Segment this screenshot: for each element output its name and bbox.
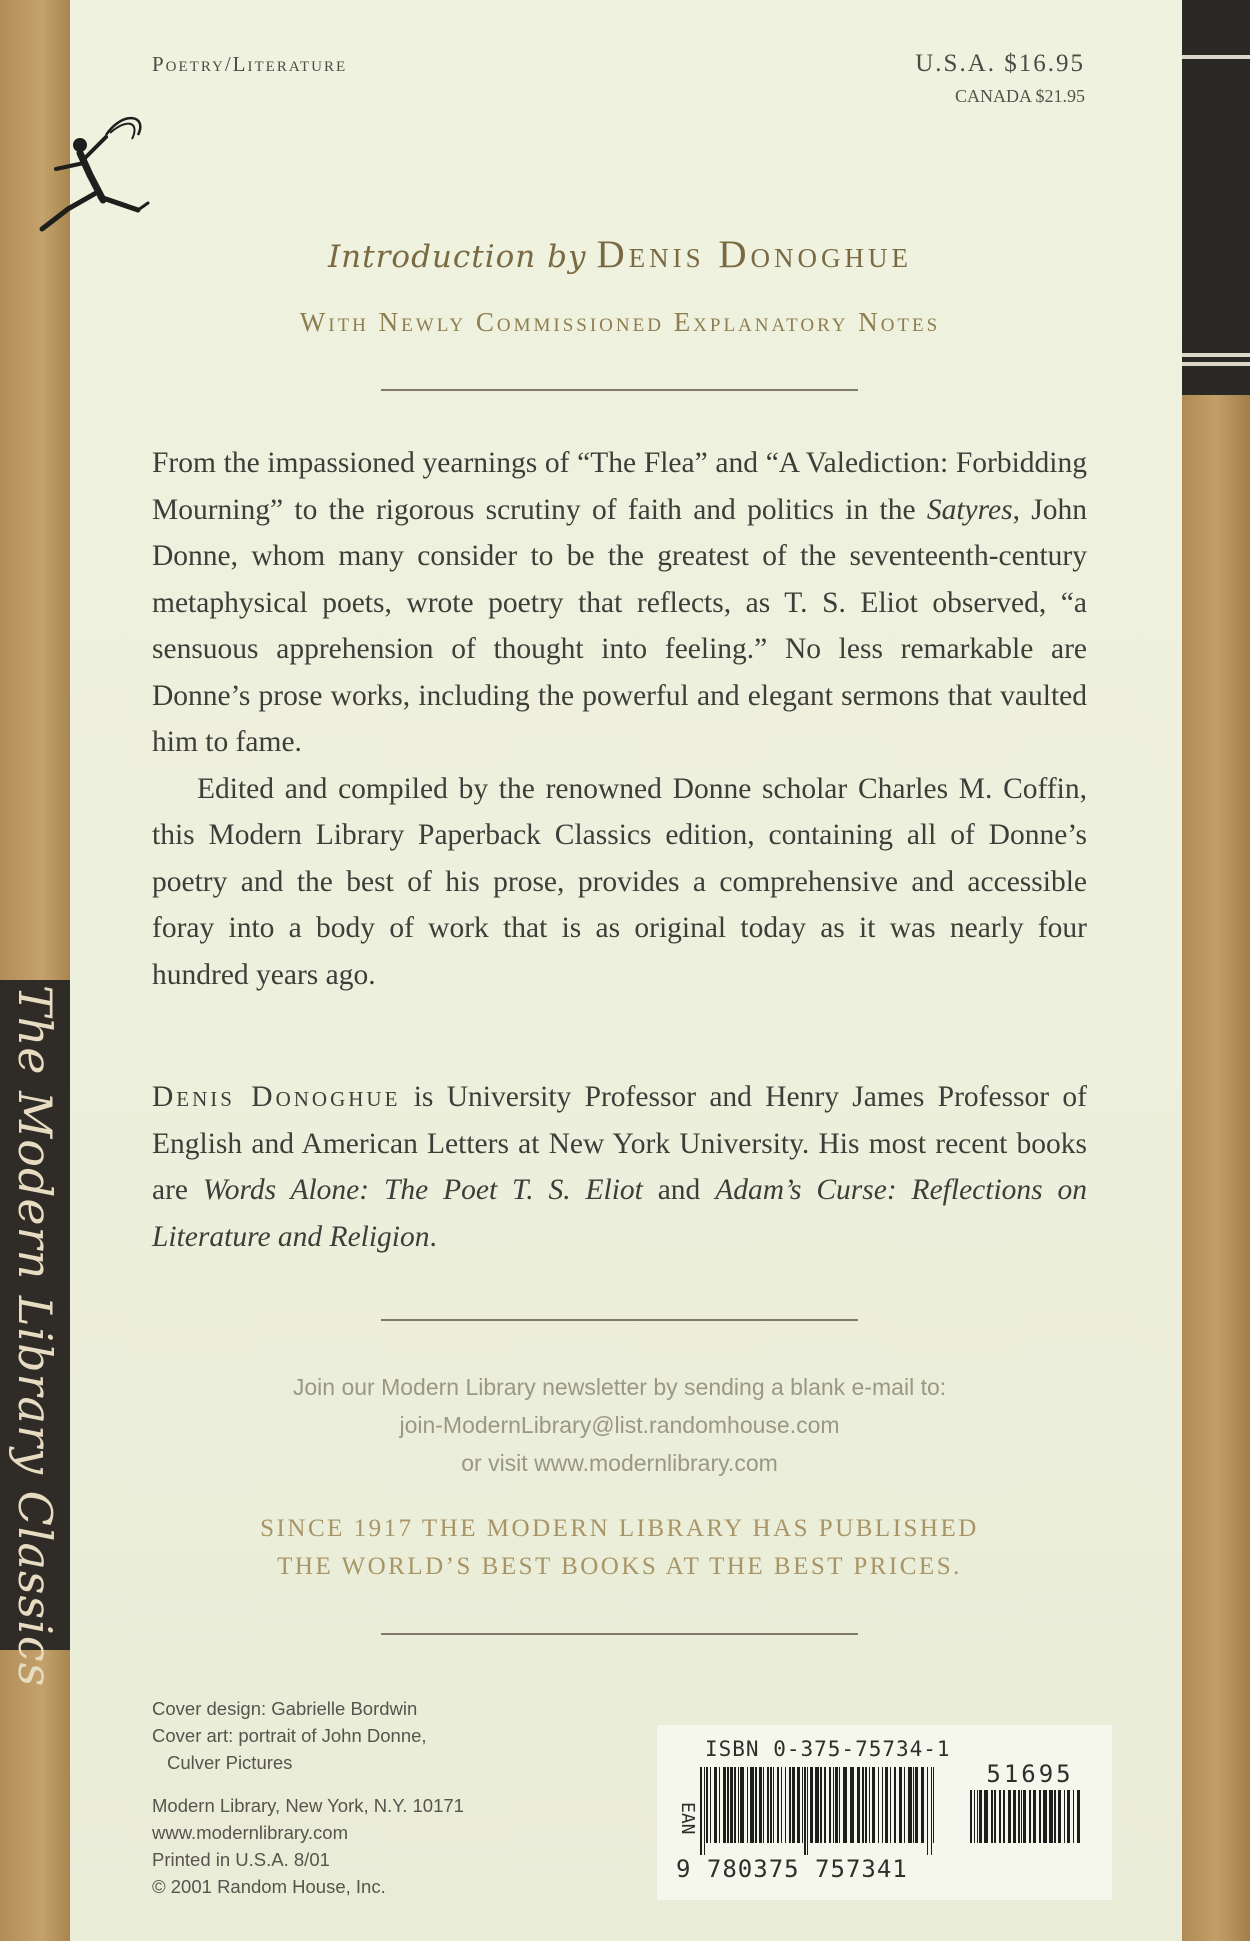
barcode-bar — [727, 1767, 729, 1843]
series-title: The Modern Library Classics — [8, 985, 62, 1688]
description-paragraph-2: Edited and compiled by the renowned Donne scholar Charles M. Coffin, this Modern Library Paperback Classics edition, containing all of Donne’s poetry and the best of his prose, provides a comprehensive and accessible foray into a body of work that is as original today as it was nearly four hundred years ago. — [152, 772, 1087, 991]
torchbearer-logo-icon — [28, 105, 153, 260]
cover-art-credit: Cover art: portrait of John Donne, — [152, 1725, 427, 1746]
isbn: ISBN 0-375-75734-1 — [705, 1737, 951, 1761]
barcode-bar — [1033, 1790, 1036, 1843]
price-code: 51695 — [986, 1760, 1074, 1788]
barcode-bar — [857, 1767, 860, 1843]
barcode-bar — [931, 1767, 932, 1855]
barcode-bar — [1064, 1790, 1065, 1843]
barcode-bar — [767, 1767, 769, 1843]
introduction-credit — [190, 232, 1050, 277]
barcode-bar — [723, 1767, 726, 1843]
barcode-bar — [862, 1767, 864, 1843]
author-bio: Denis Donoghue is University Professor and Henry James Professor of English and American Letters at New York University. His most recent books are Words Alone: The Poet T. S. Eliot and Adam’s Curse: Reflections on Literature and Religion. — [152, 1081, 1087, 1253]
right-spine-stripe — [1182, 353, 1250, 357]
right-spine-stripe — [1182, 362, 1250, 366]
barcode-bar — [738, 1767, 739, 1843]
barcode-bar — [1043, 1790, 1047, 1843]
barcode-bar — [1054, 1790, 1056, 1843]
barcode-bar — [979, 1790, 982, 1843]
bio-book-2: Adam’s Curse: Reflections on Literature and Religion — [152, 1174, 1087, 1253]
barcode-bar — [789, 1767, 791, 1843]
barcode-bar — [770, 1767, 772, 1843]
barcode-bar — [970, 1790, 972, 1843]
right-spine-stripe — [1182, 55, 1250, 59]
barcode-bar — [829, 1767, 831, 1843]
barcode-bar — [1029, 1790, 1031, 1843]
barcode-bar — [890, 1767, 891, 1843]
credits — [152, 1695, 464, 1900]
main-barcode — [698, 1767, 938, 1855]
barcode-bar — [839, 1767, 840, 1843]
barcode-bar — [977, 1790, 978, 1843]
barcode-bar — [777, 1767, 779, 1843]
barcode-bar — [843, 1767, 847, 1843]
publisher-address: Modern Library, New York, N.Y. 10171 — [152, 1795, 464, 1816]
price-us: U.S.A. $16.95 — [915, 50, 1085, 77]
barcode-bar — [865, 1767, 867, 1843]
barcode-bar — [885, 1767, 888, 1843]
introduction-author: Denis Donoghue — [596, 233, 913, 276]
barcode-bar — [991, 1790, 993, 1843]
bio-book-1: Words Alone: The Poet T. S. Eliot — [202, 1174, 643, 1206]
barcode-bar — [750, 1767, 754, 1843]
barcode-bar — [974, 1790, 975, 1843]
barcode-bar — [815, 1767, 819, 1843]
barcode-bar — [1013, 1790, 1016, 1843]
barcode-bar — [785, 1767, 786, 1843]
printed-info: Printed in U.S.A. 8/01 — [152, 1849, 330, 1870]
barcode-bar — [833, 1767, 834, 1843]
barcode-bar — [1008, 1790, 1011, 1843]
newsletter-website: or visit www.modernlibrary.com — [461, 1450, 778, 1476]
explanatory-notes-line: With Newly Commissioned Explanatory Notes — [299, 307, 941, 337]
bio-name: Denis Donoghue — [152, 1081, 401, 1113]
newsletter-line-1: Join our Modern Library newsletter by sending a blank e-mail to: — [292, 1374, 947, 1400]
publisher-website: www.modernlibrary.com — [152, 1822, 349, 1843]
description — [152, 440, 1087, 998]
barcode-bar — [730, 1767, 733, 1843]
barcode-bar — [904, 1767, 905, 1843]
barcode-bar — [850, 1767, 854, 1843]
barcode-bar — [915, 1767, 918, 1843]
barcode-bar — [1058, 1790, 1061, 1843]
barcode-bar — [820, 1767, 822, 1843]
barcode-bar — [913, 1767, 914, 1843]
barcode-bar — [802, 1767, 803, 1843]
barcode-bar — [797, 1767, 800, 1843]
divider — [381, 389, 858, 391]
barcode-bar — [869, 1767, 870, 1843]
barcode-bar — [747, 1767, 748, 1843]
barcode-bar — [933, 1767, 934, 1843]
barcode-bar — [1049, 1790, 1053, 1843]
slogan: SINCE 1917 THE MODERN LIBRARY HAS PUBLISHED THE WORLD’S BEST BOOKS AT THE BEST PRICES. — [260, 1515, 979, 1580]
barcode-bar — [899, 1767, 902, 1843]
barcode-bar — [999, 1790, 1001, 1843]
barcode-bar — [706, 1767, 708, 1843]
barcode-bar — [1039, 1790, 1041, 1843]
barcode-bar — [759, 1767, 762, 1843]
copyright: © 2001 Random House, Inc. — [152, 1876, 386, 1897]
barcode-bar — [927, 1767, 928, 1855]
barcode-bar — [1003, 1790, 1005, 1843]
barcode-bar — [1077, 1790, 1080, 1843]
barcode-bar — [700, 1767, 702, 1855]
description-paragraph-1: From the impassioned yearnings of “The Flea” and “A Valediction: Forbidding Mourning” to the rigorous scrutiny of faith and politics in the Satyres, John Donne, whom many consider to be the greatest of the seventeenth-century metaphysical poets, wrote poetry that reflects, as T. S. Eliot observed, “a sensuous apprehension of thought into feeling.” No less remarkable are Donne’s prose works, including the powerful and elegant sermons that vaulted him to fame. — [152, 447, 1088, 758]
barcode-bar — [835, 1767, 838, 1843]
barcode-bar — [882, 1767, 883, 1843]
category-label: Poetry/Literature — [152, 52, 348, 76]
barcode-bar — [921, 1767, 924, 1843]
barcode-bar — [908, 1767, 912, 1843]
barcode-bar — [781, 1767, 782, 1843]
price-canada: CANADA $21.95 — [954, 86, 1085, 106]
barcode-bar — [872, 1767, 875, 1843]
barcode-bar — [710, 1767, 711, 1843]
ean-label: EAN — [677, 1802, 698, 1835]
barcode-bar — [810, 1767, 813, 1843]
barcode-bar — [984, 1790, 988, 1843]
right-spine-dark-band — [1182, 0, 1250, 395]
barcode-bar — [763, 1767, 764, 1843]
supplement-barcode — [968, 1790, 1086, 1855]
divider — [381, 1633, 858, 1635]
barcode-bar — [740, 1767, 744, 1843]
barcode-bar — [1023, 1790, 1026, 1843]
barcode-bar — [719, 1767, 720, 1843]
ean-digits: 9 780375 757341 — [676, 1855, 908, 1883]
barcode-bar — [1073, 1790, 1074, 1843]
barcode-bar — [804, 1767, 806, 1855]
barcode-bar — [704, 1767, 705, 1855]
barcode-bar — [878, 1767, 879, 1843]
barcode-bar — [1067, 1790, 1070, 1843]
introduction-label: Introduction by — [327, 239, 587, 275]
barcode-bar — [1018, 1790, 1020, 1843]
barcode-bar — [807, 1767, 808, 1855]
book-title: Satyres — [926, 493, 1013, 526]
cover-design-credit: Cover design: Gabrielle Bordwin — [152, 1698, 418, 1719]
barcode-bar — [734, 1767, 736, 1843]
barcode-bar — [1021, 1790, 1022, 1843]
barcode-bar — [792, 1767, 795, 1843]
newsletter — [152, 1368, 1087, 1482]
divider — [381, 1319, 858, 1321]
newsletter-email: join-ModernLibrary@list.randomhouse.com — [399, 1412, 840, 1438]
barcode-bar — [773, 1767, 774, 1843]
barcode-bar — [824, 1767, 826, 1843]
barcode-bar — [894, 1767, 896, 1843]
barcode-bar — [994, 1790, 996, 1843]
cover-art-source: Culver Pictures — [167, 1752, 293, 1773]
barcode-bar — [714, 1767, 717, 1843]
barcode-bar — [755, 1767, 757, 1843]
